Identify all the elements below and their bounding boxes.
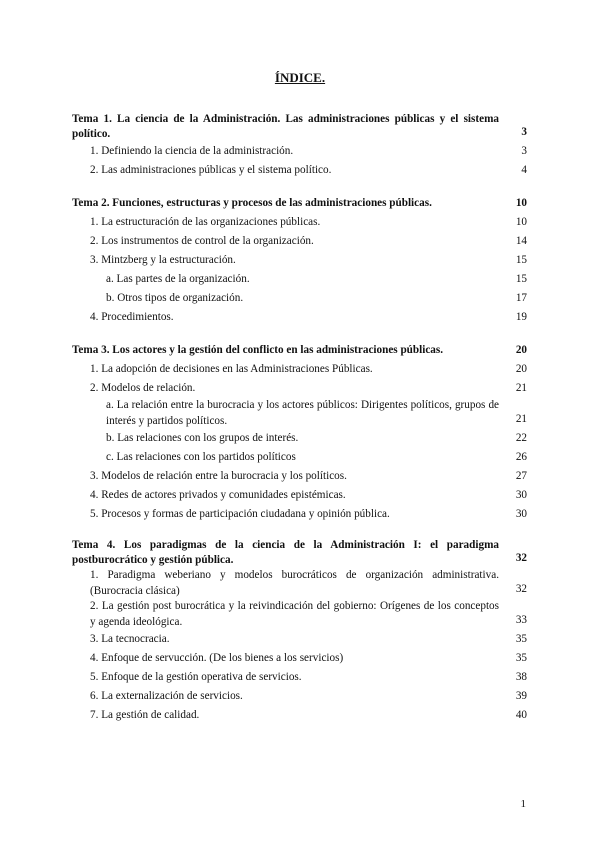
toc-entry[interactable]: 4. Procedimientos. 19 — [90, 311, 527, 323]
toc-list — [72, 112, 527, 725]
toc-entry[interactable]: 1. La estructuración de las organizaciones públicas. 10 — [90, 216, 527, 228]
toc-entry[interactable]: 2. Modelos de relación. 21 — [90, 382, 527, 394]
toc-entry[interactable]: 5. Enfoque de la gestión operativa de servicios. 38 — [90, 671, 527, 683]
toc-entry[interactable]: 1. Paradigma weberiano y modelos burocráticos de organización administrativa. (Burocracia clásica) 32 — [90, 569, 527, 597]
toc-entry[interactable]: 1. La adopción de decisiones en las Administraciones Públicas. 20 — [90, 363, 527, 375]
toc-chapter-3[interactable]: Tema 3. Los actores y la gestión del conflicto en las administraciones públicas. 20 — [72, 344, 527, 356]
page-number: 1 — [520, 798, 526, 810]
toc-entry[interactable]: 5. Procesos y formas de participación ciudadana y opinión pública. 30 — [90, 508, 527, 520]
toc-subentry[interactable]: c. Las relaciones con los partidos políticos 26 — [106, 451, 527, 463]
toc-chapter-4[interactable]: Tema 4. Los paradigmas de la ciencia de la Administración I: el paradigma postburocrático y gestión pública. 32 — [72, 539, 527, 566]
toc-subentry[interactable]: b. Otros tipos de organización. 17 — [106, 292, 527, 304]
toc-entry[interactable]: 3. La tecnocracia. 35 — [90, 633, 527, 645]
toc-entry[interactable]: 3. Mintzberg y la estructuración. 15 — [90, 254, 527, 266]
toc-entry[interactable]: 4. Enfoque de servucción. (De los bienes a los servicios) 35 — [90, 652, 527, 664]
toc-entry[interactable]: 2. La gestión post burocrática y la reivindicación del gobierno: Orígenes de los conceptos y agenda ideológica. 33 — [90, 600, 527, 628]
toc-entry[interactable]: 2. Los instrumentos de control de la organización. 14 — [90, 235, 527, 247]
toc-subentry[interactable]: a. Las partes de la organización. 15 — [106, 273, 527, 285]
toc-entry[interactable]: 3. Modelos de relación entre la burocracia y los políticos. 27 — [90, 470, 527, 482]
toc-entry[interactable]: 2. Las administraciones públicas y el sistema político. 4 — [90, 164, 527, 176]
toc-subentry[interactable]: b. Las relaciones con los grupos de interés. 22 — [106, 432, 527, 444]
index-title: ÍNDICE. — [274, 70, 326, 85]
toc-entry[interactable]: 4. Redes de actores privados y comunidades epistémicas. 30 — [90, 489, 527, 501]
toc-chapter-1[interactable]: Tema 1. La ciencia de la Administración. Las administraciones públicas y el sistema político. 3 — [72, 113, 527, 140]
toc-subentry[interactable]: a. La relación entre la burocracia y los actores públicos: Dirigentes políticos, grupos de interés y partidos políticos. 21 — [106, 399, 527, 427]
toc-entry[interactable]: 6. La externalización de servicios. 39 — [90, 690, 527, 702]
toc-entry[interactable]: 7. La gestión de calidad. 40 — [90, 709, 527, 721]
toc-entry[interactable]: 1. Definiendo la ciencia de la administración. 3 — [90, 145, 527, 157]
toc-chapter-2[interactable]: Tema 2. Funciones, estructuras y procesos de las administraciones públicas. 10 — [72, 197, 527, 209]
